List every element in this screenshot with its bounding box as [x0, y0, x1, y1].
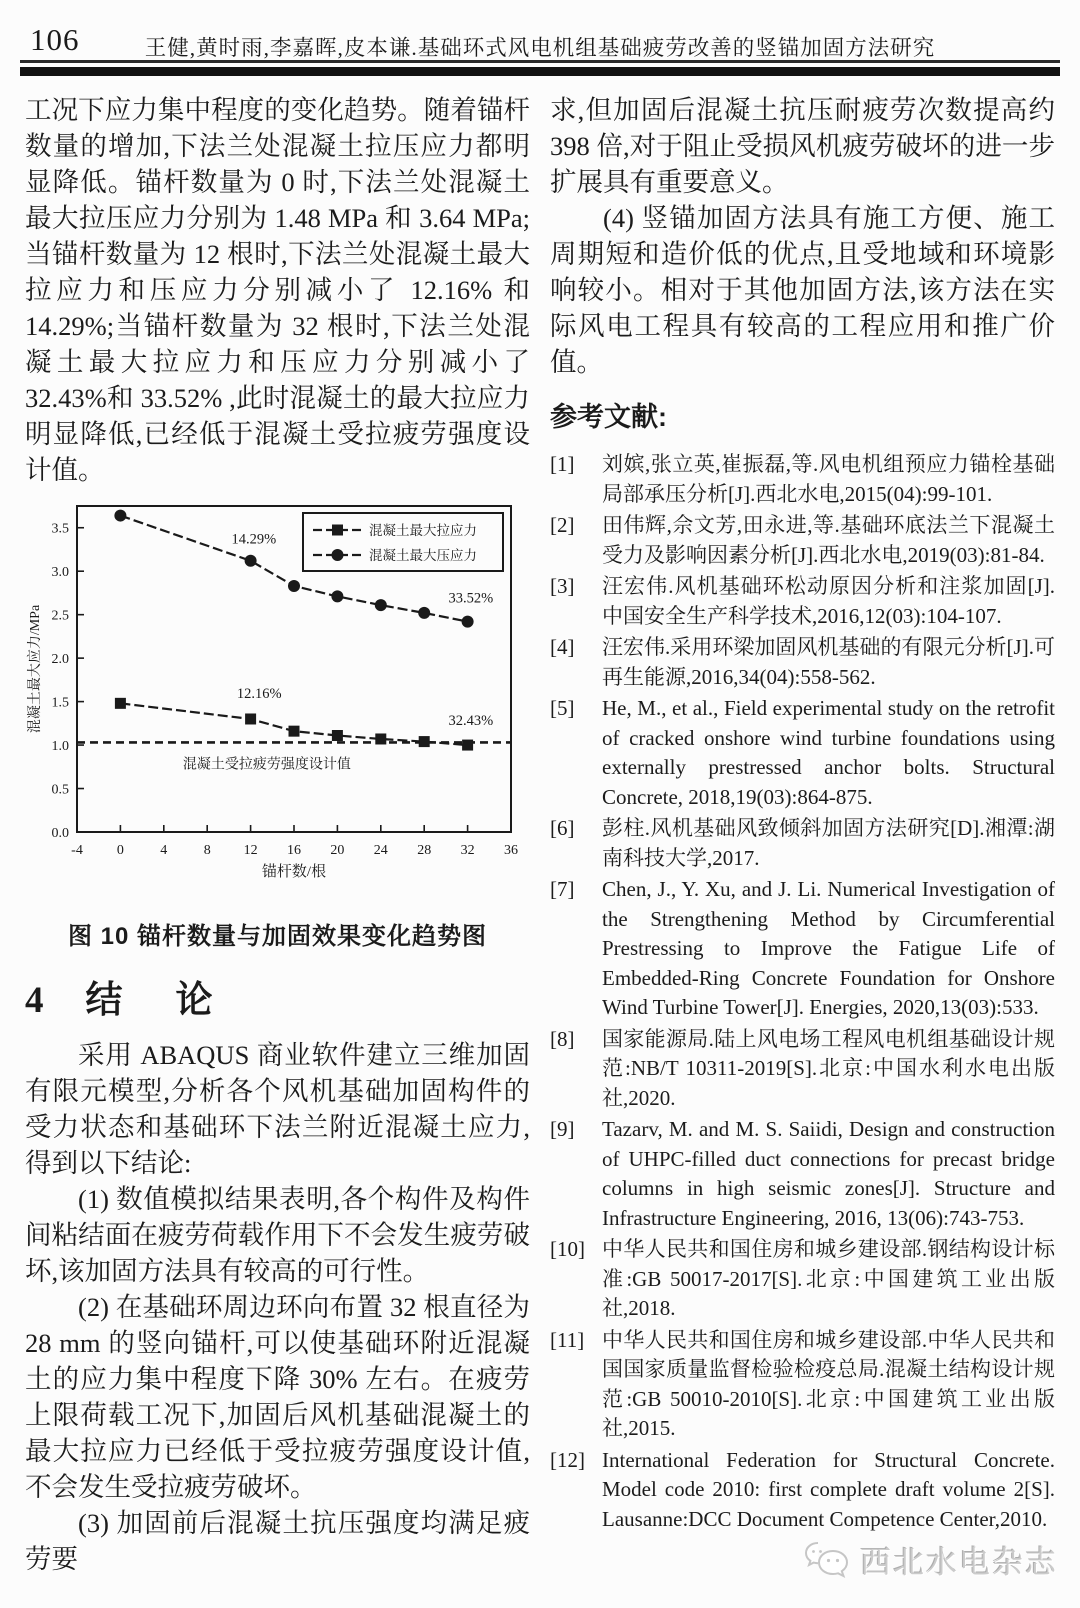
legend-circle-marker	[332, 549, 344, 561]
circle-marker	[114, 510, 126, 522]
stress-vs-anchor-count-chart	[25, 496, 525, 888]
y-tick-label: 3.0	[51, 565, 69, 581]
reference-text: 汪宏伟.采用环梁加固风机基础的有限元分析[J].可再生能源,2016,34(04):558-562.	[602, 635, 1055, 689]
section-number: 4	[25, 980, 44, 1021]
conclusion-item-1: (1) 数值模拟结果表明,各个构件及构件间粘结面在疲劳荷载作用下不会发生疲劳破坏,该加固方法具有较高的可行性。	[25, 1184, 530, 1286]
reference-text: Chen, J., Y. Xu, and J. Li. Numerical Investigation of the Strengthening Method by Circumferential Prestressing to Improve the Fatigue Life of Embedded-Ring Concrete Foundation for Onshore Wind Turbine Tower[J]. Energies, 2020,13(03):533.	[602, 877, 1055, 1019]
circle-marker	[418, 607, 430, 619]
circle-marker	[462, 616, 474, 628]
watermark-text: 西北水电杂志	[860, 1545, 1058, 1580]
reference-item	[550, 694, 1055, 812]
legend-label: 混凝土最大拉应力	[369, 523, 477, 538]
x-tick-label: 24	[373, 843, 388, 858]
reference-item	[550, 1025, 1055, 1114]
reference-text: 彭柱.风机基础风致倾斜加固方法研究[D].湘潭:湖南科技大学,2017.	[602, 816, 1055, 870]
reference-number: [10]	[550, 1237, 585, 1261]
conclusion-item-2: (2) 在基础环周边环向布置 32 根直径为 28 mm 的竖向锚杆,可以使基础环附近混凝土的应力集中程度下降 30% 左右。在疲劳上限荷载工况下,加固后风机基础混凝土的最大拉应力已经低于受拉疲劳强度设计值,不会发生受拉疲劳破坏。	[25, 1292, 530, 1502]
x-tick-label: 16	[287, 843, 301, 858]
series-line-square	[120, 703, 467, 745]
reference-item	[550, 875, 1055, 1023]
reference-number: [2]	[550, 513, 575, 537]
y-tick-label: 0.0	[51, 826, 69, 841]
x-tick-label: 8	[203, 843, 211, 858]
reference-item	[550, 814, 1055, 873]
circle-marker	[331, 590, 343, 602]
figure-10-chart	[25, 496, 525, 888]
x-tick-label: 0	[116, 843, 124, 858]
y-tick-label: 2.5	[51, 608, 69, 624]
reference-number: [11]	[550, 1327, 585, 1352]
x-axis-label: 锚杆数/根	[261, 864, 327, 880]
y-tick-label: 2.0	[51, 652, 69, 668]
circle-marker	[375, 599, 387, 611]
reference-number: [9]	[550, 1117, 575, 1141]
right-column	[550, 92, 1055, 1536]
reference-item	[550, 572, 1055, 631]
reference-number: [6]	[550, 816, 575, 840]
page-number: 106	[30, 22, 80, 57]
y-tick-label: 1.5	[51, 695, 69, 711]
percent-annotation: 32.43%	[448, 713, 494, 730]
reference-item	[550, 511, 1055, 570]
body-paragraph: 采用 ABAQUS 商业软件建立三维加固有限元模型,分析各个风机基础加固构件的受力状态和基础环下法兰附近混凝土应力,得到以下结论:	[25, 1040, 530, 1178]
y-tick-label: 1.0	[51, 739, 69, 755]
reference-item	[550, 1115, 1055, 1233]
percent-annotation: 33.52%	[448, 590, 494, 607]
y-tick-label: 0.5	[51, 782, 69, 798]
reference-item	[550, 1235, 1055, 1324]
x-tick-label: 36	[504, 843, 518, 858]
legend-label: 混凝土最大压应力	[369, 548, 477, 563]
reference-number: [5]	[550, 696, 575, 720]
x-tick-label: 4	[160, 843, 168, 858]
square-marker	[115, 698, 126, 709]
reference-number: [12]	[550, 1447, 585, 1472]
references-heading: 参考文献:	[550, 402, 667, 432]
reference-text: 中华人民共和国住房和城乡建设部.钢结构设计标准:GB 50017-2017[S].北京:中国建筑工业出版社,2018.	[602, 1237, 1055, 1320]
square-marker	[289, 726, 300, 737]
reference-text: 中华人民共和国住房和城乡建设部.中华人民共和国国家质量监督检验检疫总局.混凝土结构设计规范:GB 50010-2010[S].北京:中国建筑工业出版社,2015.	[602, 1327, 1055, 1440]
reference-text: Tazarv, M. and M. S. Saiidi, Design and construction of UHPC-filled duct connections for precast bridge columns in high seismic zones[J]. Structure and Infrastructure Engineering, 2016, 13(06):743-753.	[602, 1117, 1055, 1230]
journal-watermark	[804, 1537, 1058, 1582]
square-marker	[332, 730, 343, 741]
square-marker	[375, 733, 386, 744]
design-value-label: 混凝土受拉疲劳强度设计值	[182, 757, 351, 773]
circle-marker	[288, 580, 300, 592]
y-tick-label: 3.5	[51, 521, 69, 537]
body-paragraph-continued: 求,但加固后混凝土抗压耐疲劳次数提高约 398 倍,对于阻止受损风机疲劳破坏的进一步扩展具有重要意义。	[550, 95, 1055, 197]
section-title: 结 论	[85, 979, 221, 1020]
square-marker	[245, 713, 256, 724]
square-marker	[462, 740, 473, 751]
percent-annotation: 12.16%	[236, 686, 282, 703]
conclusion-item-3: (3) 加固前后混凝土抗压强度均满足疲劳要	[25, 1508, 530, 1574]
conclusion-item-4: (4) 竖锚加固方法具有施工方便、施工周期短和造价低的优点,且受地域和环境影响较小。相对于其他加固方法,该方法在实际风电工程具有较高的工程应用和推广价值。	[550, 203, 1055, 377]
running-title: 王健,黄时雨,李嘉晖,皮本谦.基础环式风电机组基础疲劳改善的竖锚加固方法研究	[144, 36, 936, 60]
reference-item	[550, 450, 1055, 509]
reference-text: 刘嫔,张立英,崔振磊,等.风电机组预应力锚栓基础局部承压分析[J].西北水电,2015(04):99-101.	[602, 452, 1055, 506]
legend-square-marker	[332, 525, 343, 536]
reference-number: [7]	[550, 877, 575, 901]
reference-number: [3]	[550, 574, 575, 598]
section-heading	[25, 976, 530, 1025]
square-marker	[419, 736, 430, 747]
x-tick-label: 12	[243, 843, 258, 858]
reference-item	[550, 1446, 1055, 1535]
percent-annotation: 14.29%	[231, 531, 277, 548]
reference-text: 田伟辉,佘文芳,田永进,等.基础环底法兰下混凝土受力及影响因素分析[J].西北水电,2019(03):81-84.	[602, 513, 1055, 567]
body-paragraph: 工况下应力集中程度的变化趋势。随着锚杆数量的增加,下法兰处混凝土拉压应力都明显降低。锚杆数量为 0 时,下法兰处混凝土最大拉压应力分别为 1.48 MPa 和 3.64 MPa;当锚杆数量为 12 根时,下法兰处混凝土最大拉应力和压应力分别减小了 12.16% 和 14.29%;当锚杆数量为 32 根时,下法兰处混凝土最大拉应力和压应力分别减小了32.43%和 33.52% ,此时混凝土的最大拉应力明显降低,已经低于混凝土受拉疲劳强度设计值。	[25, 95, 530, 485]
x-tick-label: -4	[71, 843, 83, 858]
left-column	[25, 92, 530, 1577]
y-axis-label: 混凝土最大应力/MPa	[28, 604, 43, 734]
reference-list	[550, 450, 1055, 1534]
reference-item	[550, 1326, 1055, 1444]
x-tick-label: 28	[417, 843, 432, 858]
reference-text: He, M., et al., Field experimental study on the retrofit of cracked onshore wind turbine foundations using externally prestressed anchor bolts. Structural Concrete, 2018,19(03):864-875.	[602, 696, 1055, 809]
header-rule-thick	[20, 67, 1060, 76]
reference-item	[550, 633, 1055, 692]
circle-marker	[245, 555, 257, 567]
reference-number: [1]	[550, 452, 575, 476]
header-rule-thin	[20, 60, 1060, 63]
figure-caption: 图 10 锚杆数量与加固效果变化趋势图	[67, 923, 488, 950]
reference-text: 国家能源局.陆上风电场工程风电机组基础设计规范:NB/T 10311-2019[S].北京:中国水利水电出版社,2020.	[602, 1026, 1055, 1110]
x-tick-label: 32	[460, 843, 475, 858]
x-tick-label: 20	[330, 843, 345, 858]
wechat-icon	[804, 1540, 850, 1580]
reference-number: [4]	[550, 635, 575, 659]
reference-number: [8]	[550, 1026, 575, 1051]
reference-text: 汪宏伟.风机基础环松动原因分析和注浆加固[J]. 中国安全生产科学技术,2016,12(03):104-107.	[602, 574, 1055, 628]
reference-text: International Federation for Structural Concrete. Model code 2010: first complete draft volume 2[S]. Lausanne:DCC Document Competence Center,2010.	[602, 1447, 1055, 1531]
